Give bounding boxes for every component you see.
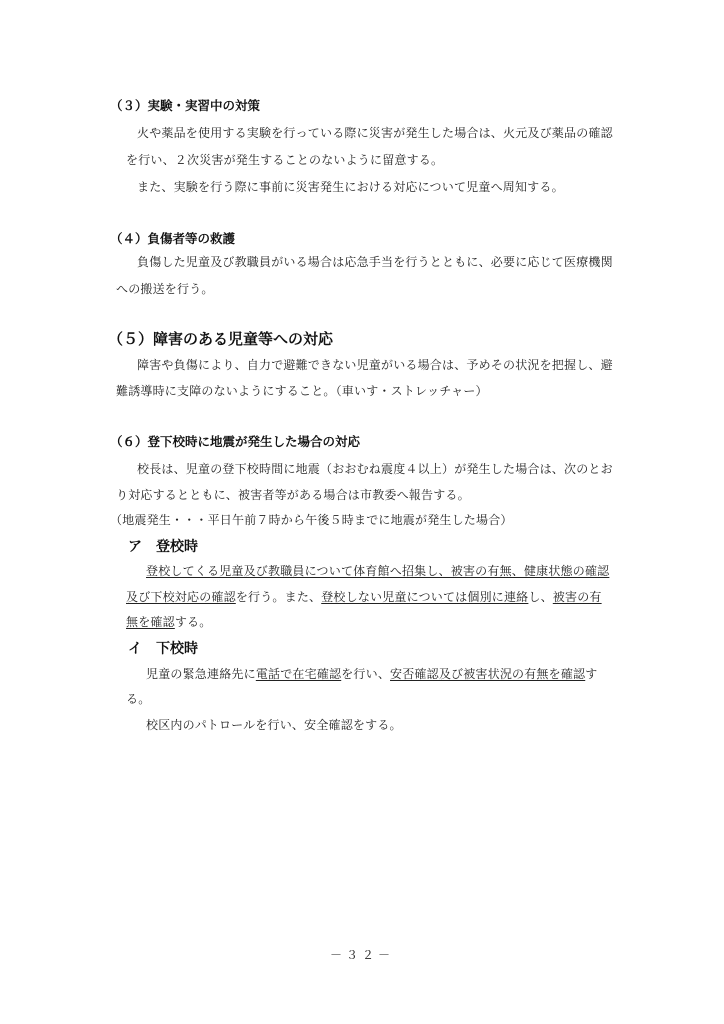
underlined-text: 電話で在宅確認 [255, 667, 342, 681]
page-number: －３２－ [329, 948, 394, 962]
subsection-a-line-1 [146, 562, 609, 579]
subsection-b-heading: イ 下校時 [128, 641, 198, 657]
plain-text: す [585, 667, 598, 681]
plain-text: 児童の緊急連絡先に [146, 667, 256, 681]
section-4-heading: （４）負傷者等の救護 [110, 231, 236, 246]
section-4-line-1: 負傷した児童及び教職員がいる場合は応急手当を行うとともに、必要に応じて医療機関 [137, 255, 613, 269]
section-3-line-2: を行い、２次災害が発生することのないように留意する。 [126, 153, 444, 167]
plain-text: を行い、 [341, 667, 391, 681]
subsection-a-line-2 [126, 588, 602, 605]
subsection-b-line-2: る。 [126, 692, 151, 706]
underlined-text: 安否確認及び被害状況の有無を確認 [390, 667, 586, 681]
underlined-text: 及び下校対応の確認 [126, 590, 236, 604]
subsection-a-line-3 [126, 613, 211, 630]
section-6-line-2: り対応するとともに、被害者等がある場合は市教委へ報告する。 [116, 488, 470, 502]
subsection-b-line-3: 校区内のパトロールを行い、安全確認をする。 [146, 718, 402, 732]
section-3-heading: （３）実験・実習中の対策 [110, 98, 261, 113]
underlined-text: 被害の有 [552, 590, 602, 604]
section-4-line-2: への搬送を行う。 [116, 282, 214, 296]
section-6-line-1: 校長は、児童の登下校時間に地震（おおむね震度４以上）が発生した場合は、次のとお [137, 462, 613, 476]
underlined-text: 登校しない児童については個別に連絡 [321, 590, 529, 604]
section-5-heading: （５）障害のある児童等への対応 [108, 330, 334, 348]
section-6-heading: （６）登下校時に地震が発生した場合の対応 [110, 434, 361, 449]
plain-text: を行う。また、 [235, 590, 322, 604]
section-5-line-1: 障害や負傷により、自力で避難できない児童がいる場合は、予めその状況を把握し、避 [137, 358, 613, 372]
section-6-note: （地震発生・・・平日午前７時から午後５時までに地震が発生した場合） [110, 513, 513, 527]
section-5-line-2: 難誘導時に支障のないようにすること。（車いす・ストレッチャー） [116, 384, 488, 398]
plain-text: し、 [528, 590, 553, 604]
section-3-line-1: 火や薬品を使用する実験を行っている際に災害が発生した場合は、火元及び薬品の確認 [137, 126, 613, 140]
underlined-text: 無を確認 [126, 615, 175, 629]
section-3-line-3: また、実験を行う際に事前に災害発生における対応について児童へ周知する。 [137, 180, 564, 194]
subsection-a-heading: ア 登校時 [128, 539, 198, 555]
underlined-text: 登校してくる児童及び教職員について体育館へ招集し、被害の有無、健康状態の確認 [146, 564, 610, 578]
plain-text: する。 [174, 615, 212, 629]
subsection-b-line-1 [146, 665, 597, 682]
